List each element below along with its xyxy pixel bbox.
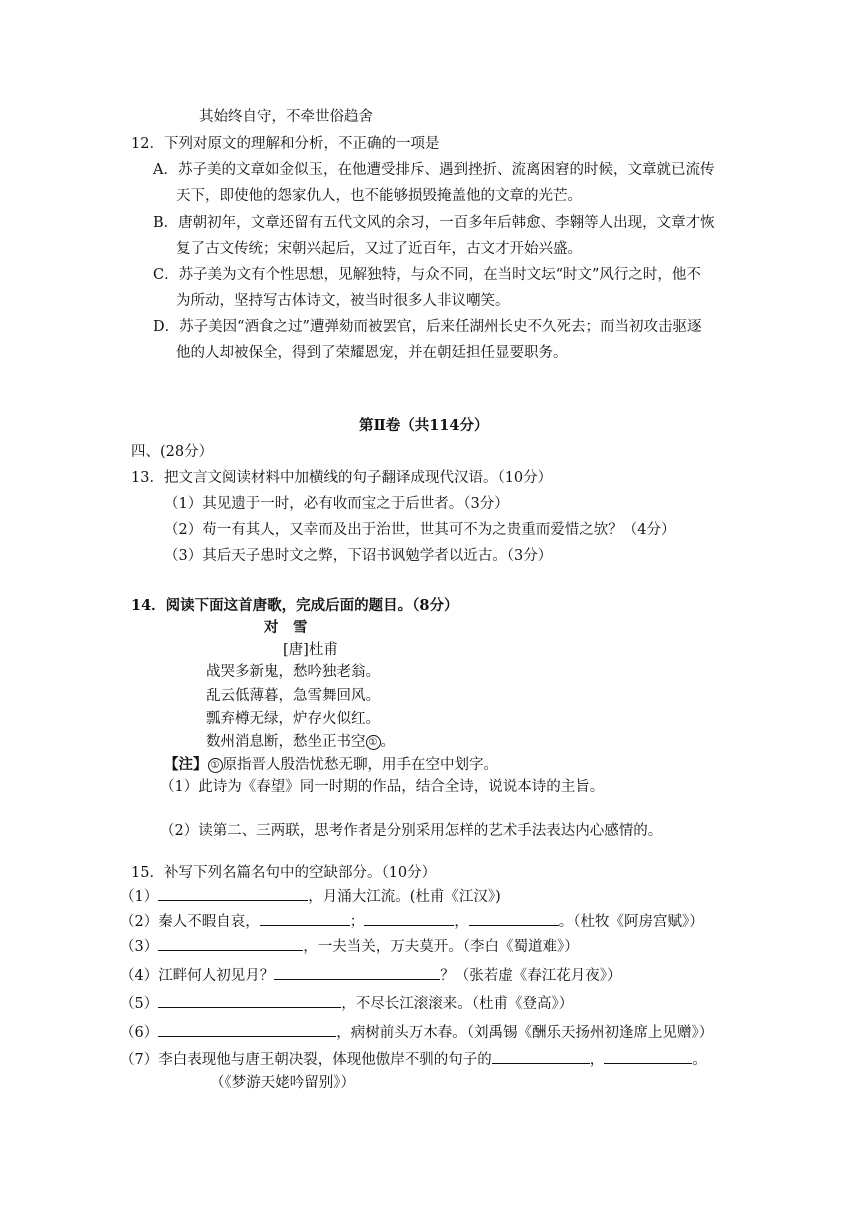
poem-title: 对 雪: [264, 619, 308, 636]
q15-num-6: （6）: [120, 1025, 159, 1041]
q12-option-c-cont: 为所动，坚持写古体诗文，被当时很多人非议嘲笑。: [176, 293, 510, 309]
q13-item-1: （1）其见遗于一时，必有收而宝之于后世者。（3分）: [164, 496, 509, 512]
q15-text-6: ，病树前头万木春。（刘禹锡《酬乐天扬州初逢席上见赠》）: [336, 1025, 714, 1041]
fill-blank-1[interactable]: [158, 886, 308, 901]
fill-blank-2c[interactable]: [469, 911, 559, 926]
q15-num-7: （7）李白表现他与唐王朝决裂，体现他傲岸不驯的句子的: [120, 1052, 492, 1068]
poem-note: [164, 755, 498, 775]
section-4-heading: 四、(28分）: [131, 444, 214, 460]
fill-blank-5[interactable]: [158, 993, 341, 1008]
fill-blank-2a[interactable]: [260, 911, 350, 926]
q15-num-3: （3）: [120, 939, 159, 955]
continuation-line: 其始终自守，不牵世俗趋舍: [199, 109, 373, 125]
q13-item-2: （2）苟一有其人，又幸而及出于治世，世其可不为之贵重而爱惜之欤？（4分）: [164, 522, 676, 538]
fill-blank-4[interactable]: [274, 965, 440, 980]
q15-text-5: ，不尽长江滚滚来。（杜甫《登高》）: [341, 996, 574, 1012]
q15-line-1: [120, 886, 501, 907]
q15-text-3: ，一夫当关，万夫莫开。（李白《蜀道难》）: [303, 939, 579, 955]
fill-blank-6[interactable]: [158, 1022, 336, 1037]
q15-sep-2a: ；: [349, 914, 365, 930]
q15-text-1: ，月涌大江流。(杜甫《江汉》): [308, 889, 501, 905]
q15-text-4: ？（张若虚《春江花月夜》）: [440, 968, 622, 984]
q15-num-1: （1）: [120, 889, 159, 905]
q15-line-2: [120, 911, 704, 932]
q15-num-5: （5）: [120, 996, 159, 1012]
note-text: 原指晋人殷浩忧愁无聊，用手在空中划字。: [222, 757, 498, 773]
q13-item-3: （3）其后天子患时文之弊，下诏书讽勉学者以近古。（3分）: [164, 548, 553, 564]
q14-sub-1: （1）此诗为《春望》同一时期的作品，结合全诗，说说本诗的主旨。: [160, 779, 605, 795]
poem-line-2: 乱云低薄暮，急雪舞回风。: [206, 688, 380, 704]
q15-line-7-source: （《梦游天姥吟留别》）: [210, 1075, 355, 1091]
q14-sub-2: （2）读第二、三两联，思考作者是分别采用怎样的艺术手法表达内心感情的。: [160, 823, 663, 839]
q12-option-b-cont: 复了古文传统；宋朝兴起后，又过了近百年，古文才开始兴盛。: [176, 241, 582, 257]
note-marker: ①: [208, 758, 223, 773]
note-label: 【注】: [164, 756, 208, 773]
fill-blank-7b[interactable]: [604, 1049, 692, 1064]
fill-blank-2b[interactable]: [364, 911, 454, 926]
q15-line-7: [120, 1049, 707, 1070]
fill-blank-3[interactable]: [158, 936, 303, 951]
q12-stem: 12．下列对原文的理解和分析，不正确的一项是: [131, 136, 440, 152]
q15-text-2: 。（杜牧《阿房宫赋》）: [558, 914, 704, 930]
q15-sep-7: ，: [589, 1052, 605, 1068]
q15-sep-2b: ，: [454, 914, 469, 930]
poem-line-1: 战哭多新鬼，愁吟独老翁。: [206, 664, 380, 680]
poem-line-3: 瓢弃樽无绿，炉存火似红。: [206, 711, 380, 727]
q12-option-c: C．苏子美为文有个性思想，见解独特，与众不同，在当时文坛“时文”风行之时，他不: [153, 267, 701, 283]
footnote-marker: ①: [366, 735, 381, 750]
q12-option-d-cont: 他的人却被保全，得到了荣耀恩宠，并在朝廷担任显要职务。: [176, 345, 568, 361]
poem-author: [唐]杜甫: [283, 642, 338, 658]
q15-num-2: （2）秦人不暇自哀，: [120, 914, 260, 930]
q15-line-5: [120, 993, 573, 1014]
q12-option-d: D．苏子美因“酒食之过”遭弹劾而被罢官，后来任湖州长史不久死去；而当初攻击驱逐: [153, 319, 702, 335]
fill-blank-7a[interactable]: [492, 1049, 590, 1064]
q12-option-b: B．唐朝初年，文章还留有五代文风的余习，一百多年后韩愈、李翱等人出现，文章才恢: [153, 215, 715, 231]
poem-line-4-text: 数州消息断，愁坐正书空: [206, 734, 366, 750]
poem-line-4: [206, 732, 395, 752]
q15-line-6: [120, 1022, 713, 1043]
part2-title: 第Ⅱ卷（共114分）: [359, 417, 489, 434]
poem-line-4-end: 。: [380, 734, 395, 750]
q12-option-a: A．苏子美的文章如金似玉，在他遭受排斥、遇到挫折、流离困窘的时候，文章就已流传: [153, 162, 715, 178]
q14-stem: 14．阅读下面这首唐歌，完成后面的题目。（8分）: [131, 597, 459, 614]
q15-stem: 15．补写下列名篇名句中的空缺部分。（10分）: [131, 865, 437, 881]
q15-text-7: 。: [692, 1052, 707, 1068]
q15-line-3: [120, 936, 579, 957]
q13-stem: 13．把文言文阅读材料中加横线的句子翻译成现代汉语。（10分）: [131, 470, 553, 486]
q15-line-4: [120, 965, 621, 986]
q12-option-a-cont: 天下，即使他的怨家仇人，也不能够损毁掩盖他的文章的光芒。: [176, 188, 582, 204]
q15-num-4: （4）江畔何人初见月？: [120, 968, 275, 984]
